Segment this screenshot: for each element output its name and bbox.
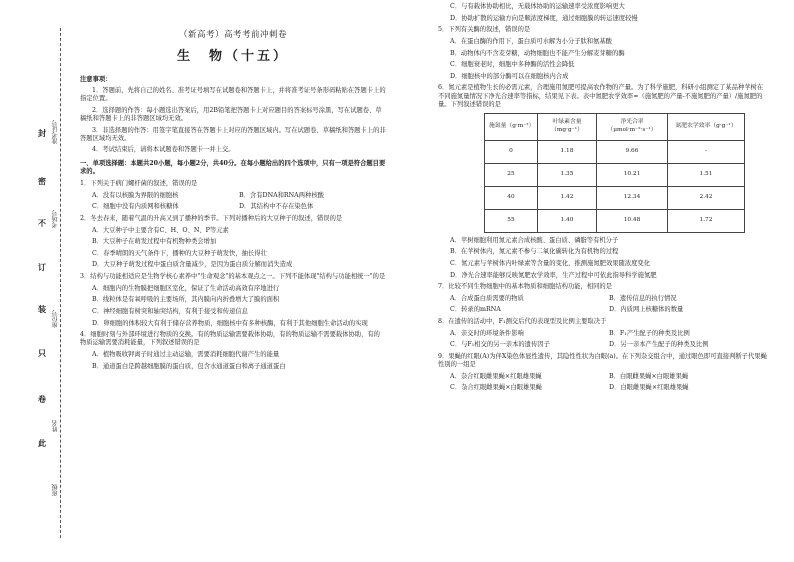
option: D．白眼雌果蝇×红眼雄果蝇 [609, 384, 689, 392]
question-stem: 3．结构与功能相适应是生物学核心素养中"生命观念"的基本观点之一。下列不能体现"结构与功能相统一"的是 [80, 273, 386, 281]
right-column [438, 3, 768, 396]
field-name: 姓名 [52, 420, 59, 432]
option: B．动物体内不含麦芽糖，动物细胞也不能产生分解麦芽糖的酶 [450, 49, 625, 57]
option: B．在苹树体内，氮元素不参与二氧化碳转化为有机物的过程 [450, 248, 619, 256]
table-cell: 10.48 [597, 209, 668, 232]
section-heading: 一、单项选择题：本题共20小题，每小题2分，共40分。在每小题给出的四个选项中，只有一项是符合题目要求的。 [80, 160, 386, 176]
table-header: 净光合率（μmol·m⁻²·s⁻¹） [597, 113, 668, 140]
option: D．另一亲本产生配子的种类及比例 [609, 341, 709, 349]
field-exam-number: 准考证号 [52, 120, 59, 144]
seal-char: 装 [38, 304, 46, 314]
option: A．植物吸收钾离子时通过主动运输，需要消耗细胞代谢产生的能量 [92, 350, 280, 358]
binding-line [60, 28, 61, 538]
option-row [450, 341, 768, 349]
option: B．大豆种子在萌发过程中有机物种类会增加 [92, 238, 217, 246]
question-stem: 4．细胞时刻与外部环境进行物质的交换。有的物质运输需要载体协助，有的物质运输不需要载体协助，有的物质运输需要消耗能量，下列叙述错误的是 [80, 331, 380, 347]
note-item: 2．选择题的作答：每小题选出答案后，用2B铅笔把答题卡上对应题目的答案标号涂黑，写在试题卷、草稿纸和答题卡上的非答题区域均无效。 [80, 106, 382, 122]
option: C．春季晴朗的天气条件下，播种的大豆种子萌发快，抽长得壮 [92, 249, 267, 257]
option: C．杂合红眼雌果蝇×白眼雄果蝇 [450, 384, 542, 392]
seal-char: 卷 [38, 394, 46, 404]
field-seat-number: 座位号 [52, 310, 59, 328]
option: D．细胞核中的部分酶可以在细胞核内合成 [450, 72, 569, 80]
table-row [485, 186, 745, 209]
table-cell: 0 [485, 140, 538, 163]
option-row [450, 295, 768, 303]
option: C．细胞衰老时，细胞中多种酶的活性会降低 [450, 61, 575, 69]
option-row [450, 306, 768, 314]
notes-heading: 注意事项： [80, 75, 112, 83]
table-cell: 2.42 [668, 186, 745, 209]
seal-char: 不 [38, 218, 46, 228]
table-header: 叶绿素含量（mg·g⁻¹） [538, 113, 597, 140]
seal-char: 只 [38, 348, 46, 358]
option: B．遗传信息的执行情况 [609, 294, 677, 302]
question-stem: 8．在遗传的活动中，F₁测交后代的表现型及比例主要取决于 [438, 318, 607, 326]
table-cell: 1.18 [538, 140, 597, 163]
option: C．神经细胞有树突和轴突结构，有利于接受和传递信息 [92, 307, 248, 315]
table-cell: 10.21 [597, 163, 668, 186]
option: A．细胞内的生物膜把细胞区室化，保证了生命活动高效有序地进行 [92, 284, 280, 292]
table-cell: 55 [485, 209, 538, 232]
question-stem: 1．下列关于病门螺杆菌的叙述，错误的是 [80, 179, 198, 187]
table-cell: 1.72 [668, 209, 745, 232]
option: D．协助扩散的运输方向是顺浓度梯度，通过细胞膜的转运速度较慢 [450, 14, 638, 22]
left-column [80, 30, 386, 374]
table-header-row [485, 113, 745, 140]
table-row [485, 209, 745, 232]
option-row [450, 384, 768, 392]
option: A．大豆种子中主要含有C、H、O、N、P等元素 [92, 226, 229, 234]
table-cell: 1.51 [668, 163, 745, 186]
option: A．亲交时的环境条件影响 [450, 329, 524, 337]
option: D．大豆种子萌发过程中蛋白质含量减少，是因为蛋白质分解而消失造成 [92, 261, 293, 269]
seal-char: 封 [38, 128, 46, 138]
option: D．卵细胞的体积较大有利于储存营养物质，细胞核中有多种核酶，有利于其他细胞生命活动的实现 [92, 319, 368, 327]
seal-char: 密 [38, 176, 46, 186]
option-row [92, 203, 386, 211]
question-stem: 9．果蝇的红眼(A)为伴X染色体显性遗传，其隐性性状为白眼(a)。在下列杂交组合中，通过眼色即可直接判断子代果蝇性别的一组是 [438, 353, 767, 369]
option: B．含有DNA和RNA两种核酸 [239, 191, 324, 199]
option: D．内质网上核糖体的数量 [609, 306, 684, 314]
option: D．其结构中不存在染色体 [239, 203, 314, 211]
table-row [485, 140, 745, 163]
option-row [450, 373, 768, 381]
option: A．在蛋白酶的作用下，蛋白质可水解为小分子肽和氨基酸 [450, 37, 612, 45]
option: A．杂合红眼雌果蝇×红眼雄果蝇 [450, 372, 542, 380]
table-cell: 1.40 [538, 209, 597, 232]
option: A．没有以核膜为界限的细胞核 [92, 191, 179, 199]
question-stem: 5．下列有关酶的叙述，错误的是 [438, 26, 531, 34]
option: B．线粒体是有氧呼吸的主要场所，其内膜向内折叠增大了膜的面积 [92, 296, 280, 304]
table-row [485, 163, 745, 186]
table-header: 氮肥农学效率（g·g⁻¹） [668, 113, 745, 140]
table-header: 施氮量（g·m⁻²） [485, 113, 538, 140]
table-cell: 1.42 [538, 186, 597, 209]
table-cell: 1.35 [538, 163, 597, 186]
note-item: 1．答题前，先将自己的姓名、准考证号填写在试题卷和答题卡上，并将准考证号条形码粘贴在答题卡上的指定位置。 [80, 87, 386, 103]
data-table [484, 113, 745, 233]
note-item: 4．考试结束后，请将本试题卷和答题卡一并上交。 [92, 146, 235, 154]
table-cell: 9.66 [597, 140, 668, 163]
option: C．与F₁相交的另一亲本的遗传因子 [450, 341, 550, 349]
option: C．转录的mRNA [450, 306, 501, 314]
option: A．合成蛋白质需要的物质 [450, 294, 524, 302]
option: B．白眼雌果蝇×白眼雄果蝇 [609, 372, 689, 380]
table-cell: 40 [485, 186, 538, 209]
option: B．通道蛋白是跨越细胞膜的蛋白质，包含水通道蛋白和离子通道蛋白 [92, 362, 286, 370]
seal-char: 此 [38, 438, 46, 448]
option: A．苹树细胞利用氮元素合成核酸、蛋白质、磷脂等有机分子 [450, 236, 619, 244]
field-class: 班级 [52, 484, 59, 496]
option: B．F₁产生配子的种类及比例 [609, 329, 690, 337]
question-stem: 6．氮元素是植物生长的必需元素，合理施用氮肥可提高农作物的产量。为了科学施肥，科研小组测定了某品种苹树在不同施氮量情况下净光合速率等指标，结果见下表。表中氮肥农学效率=（施氮肥的产量-不施氮肥的产量）/施氮肥的量。下列叙述错误的是 [438, 84, 764, 108]
seal-char: 订 [38, 262, 46, 272]
option: C．氮元素与苹树体内叶绿素等含量的变化，推测施氮肥效果随浓度变化 [450, 259, 651, 267]
table-cell: 25 [485, 163, 538, 186]
field-exam-room: 考场号 [52, 210, 59, 228]
option: D．净光合速率能够反映氮肥农学效率，生产过程中可依此指导科学施氮肥 [450, 271, 657, 279]
table-cell: 12.34 [597, 186, 668, 209]
option-row [450, 330, 768, 338]
exam-title: （新高考）高考考前冲刺卷 [178, 30, 287, 40]
question-stem: 2．冬去春来，随着气温的升高又到了播种的季节。下列对播种后的大豆种子的叙述，错误的是 [80, 214, 343, 222]
note-item: 3．非选择题的作答：用签字笔直接答在答题卡上对应的答题区域内。写在试题卷、草稿纸和答题卡上的非答题区域均无效。 [80, 126, 386, 142]
table-cell: - [668, 140, 745, 163]
question-stem: 7．比较不同生物细胞中的基本物质和细胞结构功能，相同的是 [438, 283, 613, 291]
exam-subject: 生 物（十五） [176, 48, 289, 64]
option: C．与有载体协助相比，无载体协助的运输速率受浓度影响更大 [450, 3, 625, 10]
option: C．细胞中没有内质网和核糖体 [92, 203, 179, 211]
option-row [92, 192, 386, 200]
